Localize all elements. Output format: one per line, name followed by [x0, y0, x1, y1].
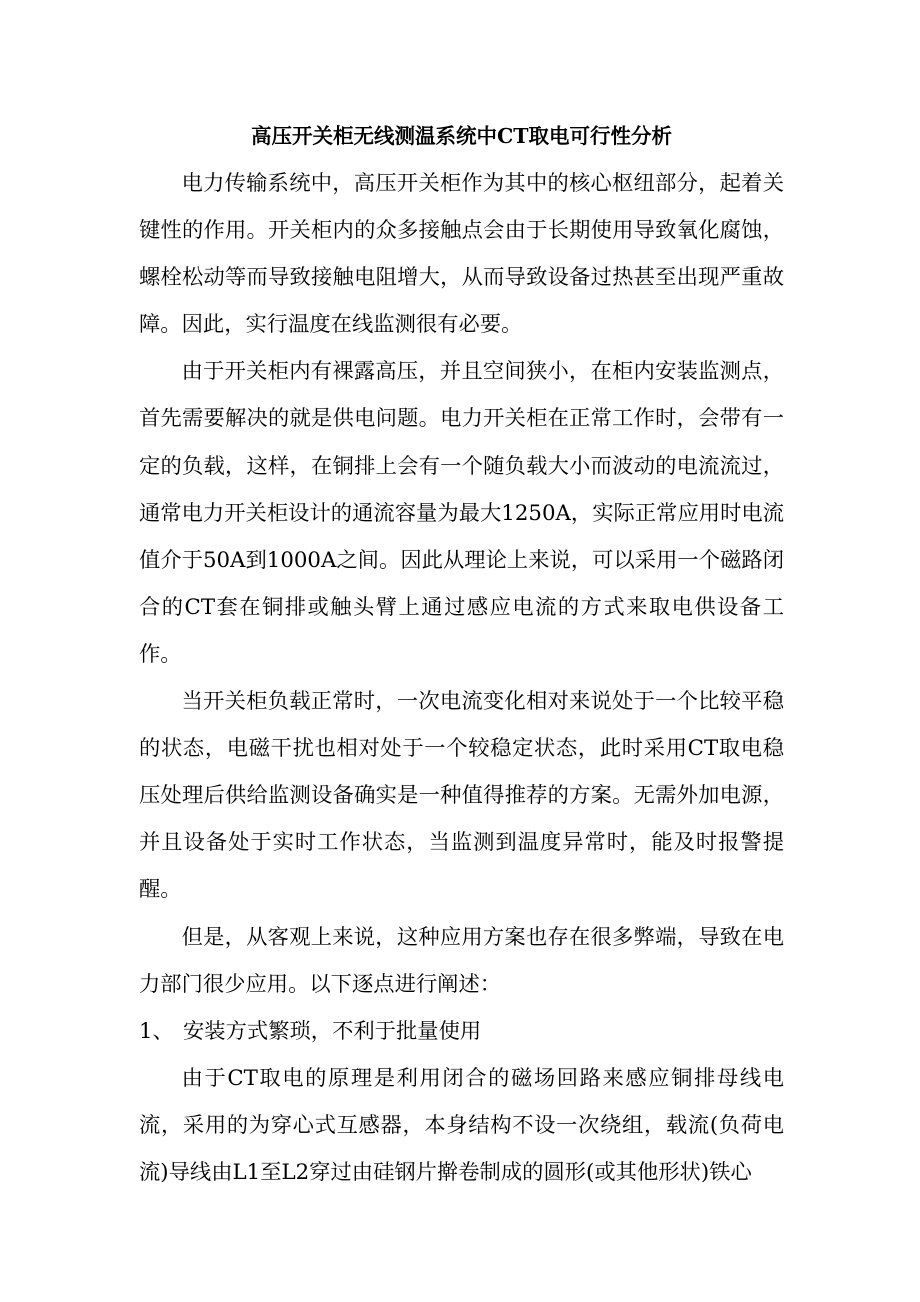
paragraph-drawbacks: 但是，从客观上来说，这种应用方案也存在很多弊端，导致在电力部门很少应用。以下逐点进行阐述：: [139, 924, 784, 997]
paragraph-intro: 电力传输系统中，高压开关柜作为其中的核心枢纽部分，起着关键性的作用。开关柜内的众多接触点会由于长期使用导致氧化腐蚀，螺栓松动等而导致接触电阻增大，从而导致设备过热甚至出现严重故障。因此，实行温度在线监测很有必要。: [139, 171, 784, 338]
document-body: [139, 112, 784, 1196]
document-title: 高压开关柜无线测温系统中CT取电可行性分析: [250, 124, 673, 148]
list-item-text: 安装方式繁琐，不利于批量使用: [183, 1018, 482, 1044]
list-item-number: 1、: [139, 1018, 174, 1044]
paragraph-power-supply: 由于开关柜内有裸露高压，并且空间狭小，在柜内安装监测点，首先需要解决的就是供电问题。电力开关柜在正常工作时，会带有一定的负载，这样，在铜排上会有一个随负载大小而波动的电流流过，通常电力开关柜设计的通流容量为最大1250A，实际正常应用时电流值介于50A到1000A之间。因此从理论上来说，可以采用一个磁路闭合的CT套在铜排或触头臂上通过感应电流的方式来取电供设备工作。: [139, 359, 784, 667]
list-item-1: [139, 1008, 784, 1055]
paragraph-ct-principle: 由于CT取电的原理是利用闭合的磁场回路来感应铜排母线电流，采用的为穿心式互感器，本身结构不设一次绕组，载流(负荷电流)导线由L1至L2穿过由硅钢片擀卷制成的圆形(或其他形状)铁心: [139, 1065, 784, 1185]
paragraph-normal-load: 当开关柜负载正常时，一次电流变化相对来说处于一个比较平稳的状态，电磁干扰也相对处于一个较稳定状态，此时采用CT取电稳压处理后供给监测设备确实是一种值得推荐的方案。无需外加电源，并且设备处于实时工作状态，当监测到温度异常时，能及时报警提醒。: [139, 689, 784, 903]
